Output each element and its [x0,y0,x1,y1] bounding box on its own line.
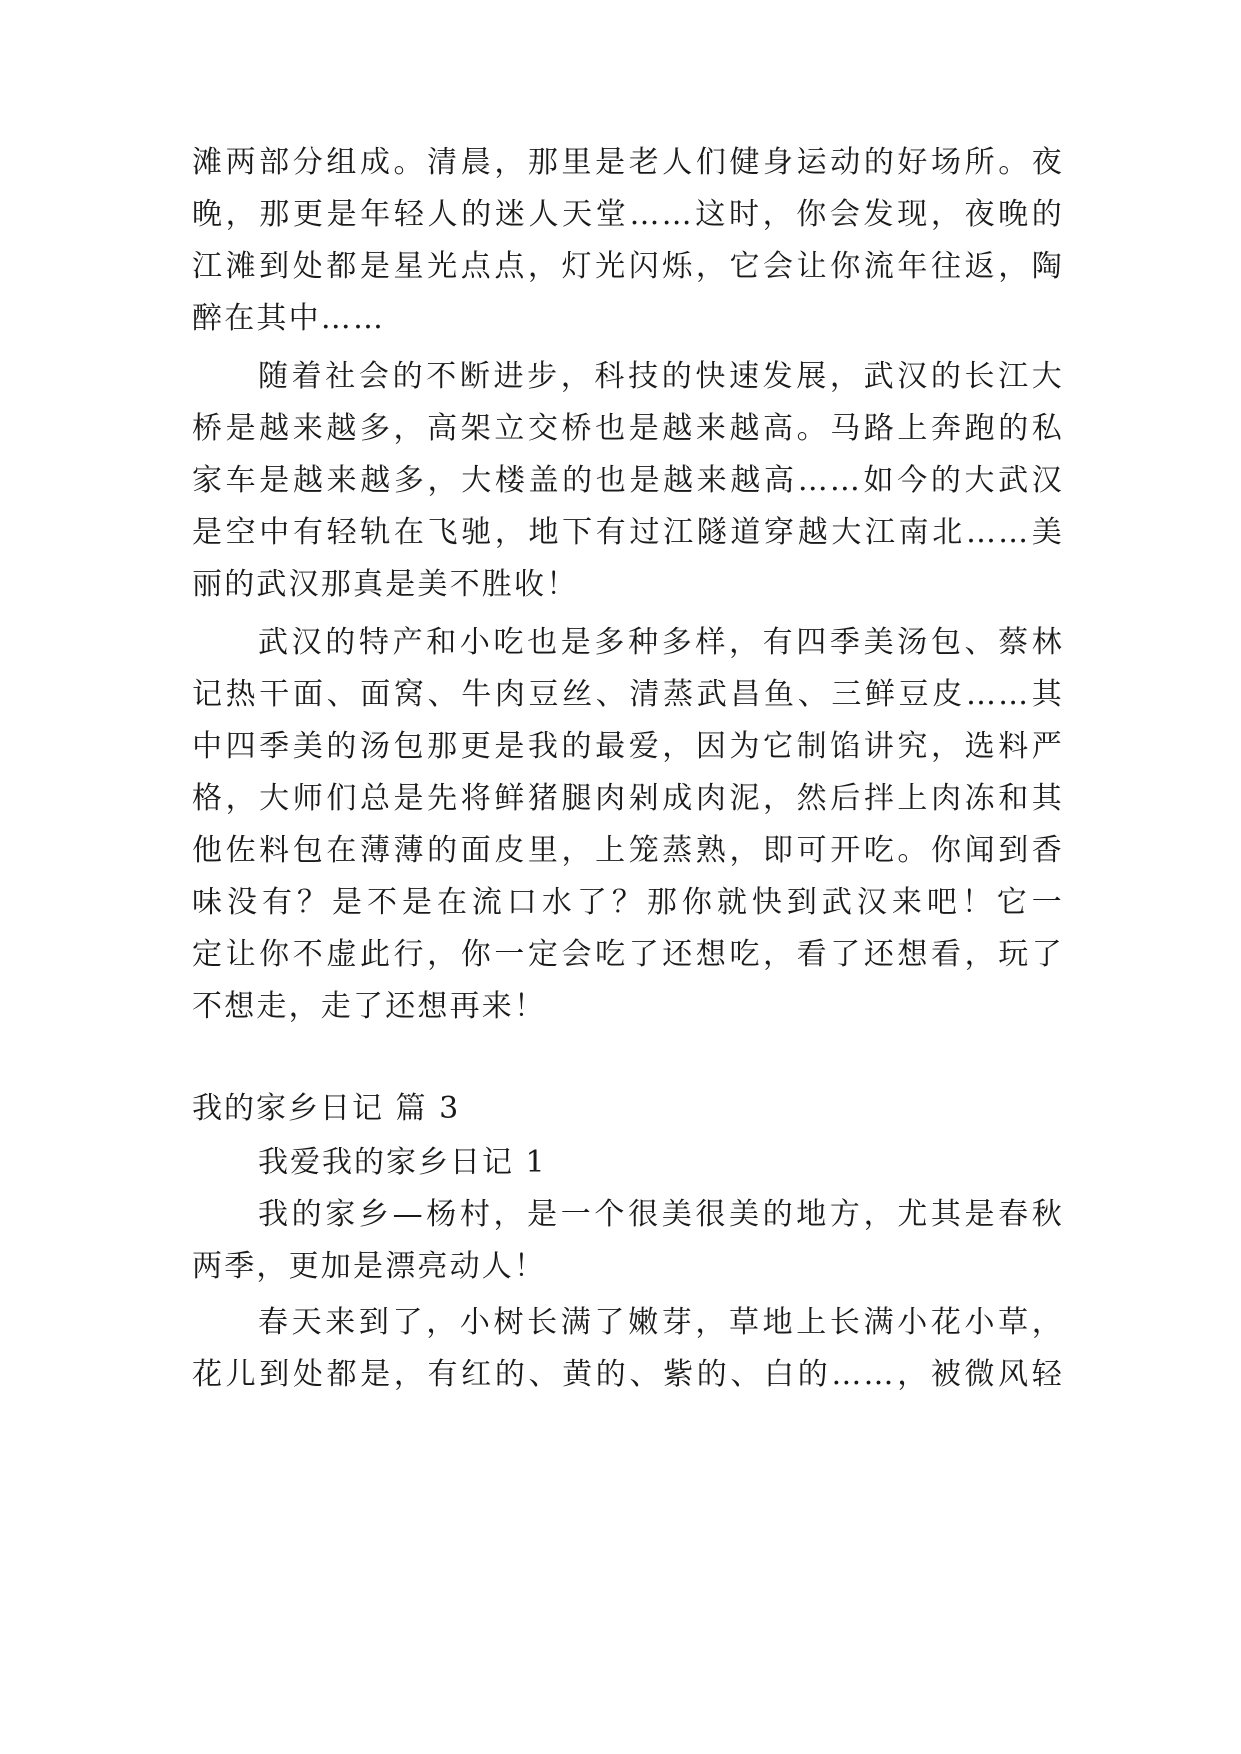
text-line: 不想走，走了还想再来！ [192,989,547,1024]
text-line: 记热干面、面窝、牛肉豆丝、清蒸武昌鱼、三鲜豆皮……其 [192,677,1064,712]
section-heading: 我的家乡日记 篇 3 [192,1091,461,1126]
paragraph-first-line: 我的家乡—杨村，是一个很美很美的地方，尤其是春秋 [258,1197,1064,1232]
diary-title: 我爱我的家乡日记 1 [258,1145,547,1180]
text-line: 滩两部分组成。清晨，那里是老人们健身运动的好场所。夜 [192,145,1064,180]
text-line: 桥是越来越多，高架立交桥也是越来越高。马路上奔跑的私 [192,411,1064,446]
text-line: 丽的武汉那真是美不胜收！ [192,567,579,602]
text-line: 晚，那更是年轻人的迷人天堂……这时，你会发现，夜晚的 [192,197,1064,232]
text-line: 格，大师们总是先将鲜猪腿肉剁成肉泥，然后拌上肉冻和其 [192,781,1064,816]
text-line: 江滩到处都是星光点点，灯光闪烁，它会让你流年往返，陶 [192,249,1064,284]
paragraph-first-line: 武汉的特产和小吃也是多种多样，有四季美汤包、蔡林 [258,625,1064,660]
text-line: 是空中有轻轨在飞驰，地下有过江隧道穿越大江南北……美 [192,515,1064,550]
paragraph-first-line: 随着社会的不断进步，科技的快速发展，武汉的长江大 [258,359,1064,394]
paragraph-first-line: 春天来到了，小树长满了嫩芽，草地上长满小花小草， [258,1305,1064,1340]
text-line: 两季，更加是漂亮动人！ [192,1249,547,1284]
text-line: 他佐料包在薄薄的面皮里，上笼蒸熟，即可开吃。你闻到香 [192,833,1064,868]
text-line: 定让你不虚此行，你一定会吃了还想吃，看了还想看，玩了 [192,937,1064,972]
text-line: 味没有？是不是在流口水了？那你就快到武汉来吧！它一 [192,885,1064,920]
text-line: 中四季美的汤包那更是我的最爱，因为它制馅讲究，选料严 [192,729,1064,764]
text-line: 醉在其中…… [192,301,386,336]
text-line: 花儿到处都是，有红的、黄的、紫的、白的……，被微风轻 [192,1357,1064,1392]
text-line: 家车是越来越多，大楼盖的也是越来越高……如今的大武汉 [192,463,1064,498]
